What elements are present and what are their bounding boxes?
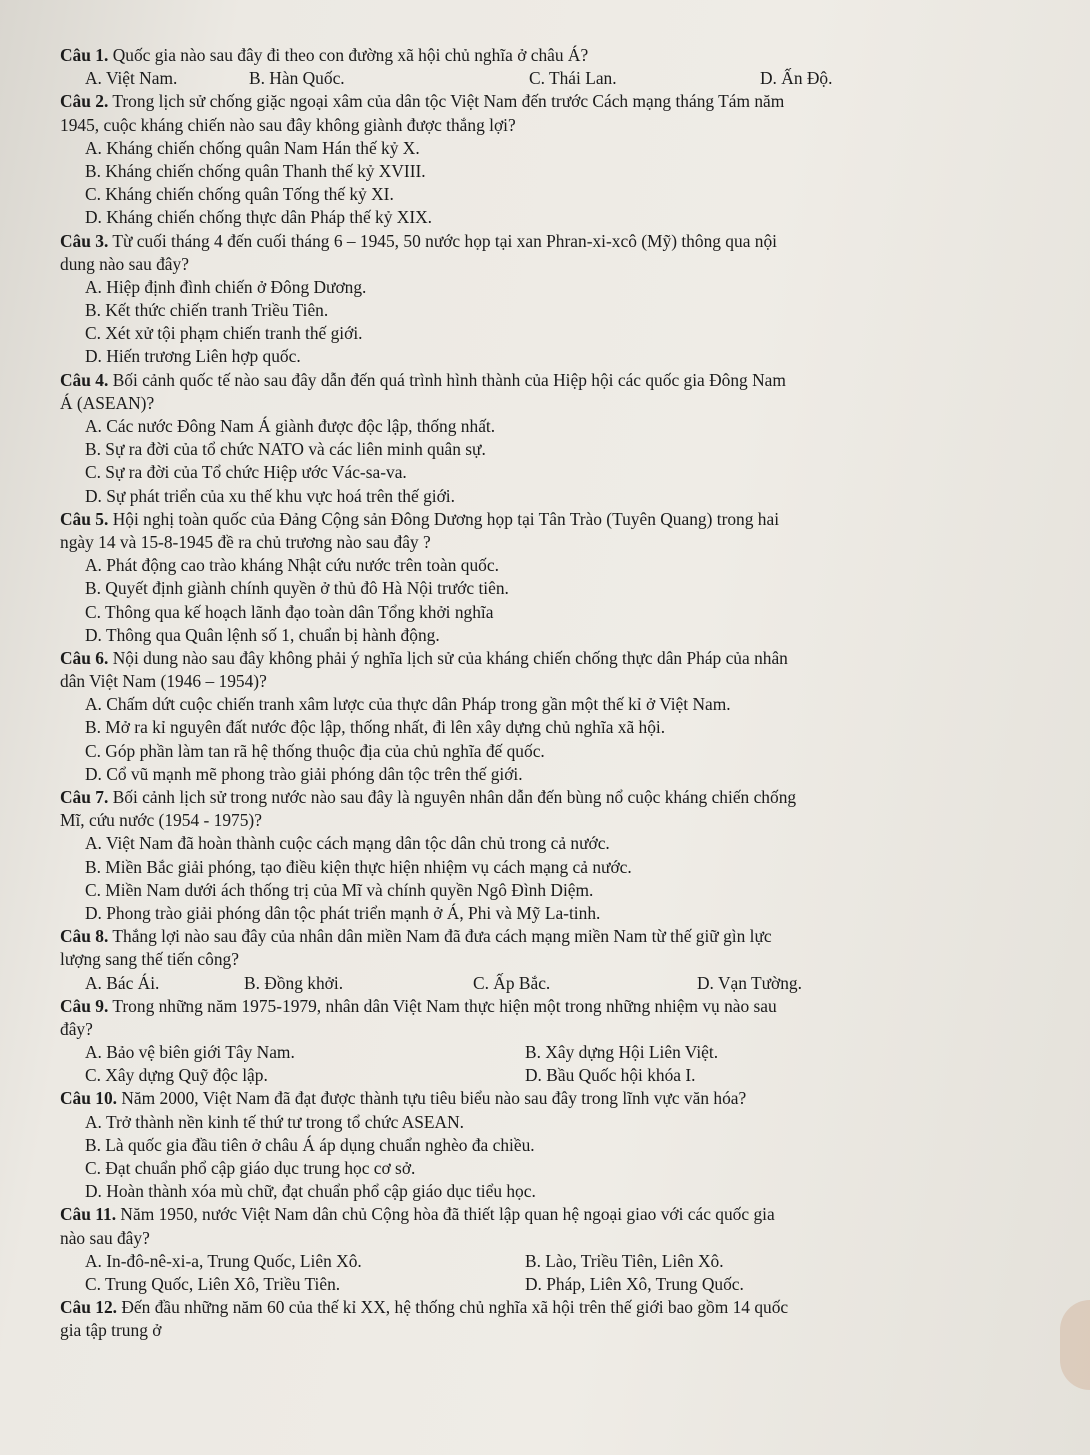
question-number: Câu 11.	[60, 1204, 117, 1225]
question-text: Bối cảnh lịch sử trong nước nào sau đây là nguyên nhân dẫn đến bùng nổ cuộc kháng chiến chống	[112, 787, 797, 807]
question-text-cont: đây?	[60, 1018, 93, 1039]
option-d: D. Bầu Quốc hội khóa I.	[525, 1065, 696, 1086]
question-number: Câu 5.	[60, 508, 109, 529]
question-5	[60, 508, 1060, 531]
option-d: D. Phong trào giải phóng dân tộc phát triển mạnh ở Á, Phi và Mỹ La-tinh.	[85, 902, 601, 923]
option-b: B. Quyết định giành chính quyền ở thủ đô Hà Nội trước tiên.	[85, 578, 509, 599]
question-number: Câu 8.	[60, 926, 109, 947]
option-a: A. Bảo vệ biên giới Tây Nam.	[85, 1042, 295, 1063]
question-text-cont: dung nào sau đây?	[60, 253, 189, 274]
option-d: D. Kháng chiến chống thực dân Pháp thế kỷ XIX.	[85, 207, 433, 228]
question-text-cont: Mĩ, cứu nước (1954 - 1975)?	[60, 810, 262, 831]
question-text: Trong lịch sử chống giặc ngoại xâm của dân tộc Việt Nam đến trước Cách mạng tháng Tám năm	[112, 91, 785, 112]
question-8-options	[60, 972, 1060, 995]
question-text: Đến đầu những năm 60 của thế kỉ XX, hệ thống chủ nghĩa xã hội trên thế giới bao gồm 14 quốc	[121, 1297, 789, 1318]
question-text-cont: dân Việt Nam (1946 – 1954)?	[60, 671, 267, 692]
question-text: Năm 1950, nước Việt Nam dân chủ Cộng hòa đã thiết lập quan hệ ngoại giao với các quốc gia	[120, 1204, 775, 1225]
question-11-options-cd	[60, 1273, 1060, 1296]
question-text-cont: nào sau đây?	[60, 1227, 150, 1248]
question-text: Hội nghị toàn quốc của Đảng Cộng sản Đông Dương họp tại Tân Trào (Tuyên Quang) trong hai	[112, 508, 780, 529]
question-2	[60, 90, 1060, 113]
question-number: Câu 10.	[60, 1088, 118, 1109]
question-text-cont: lượng sang thế tiến công?	[60, 949, 239, 970]
option-a: A. Trở thành nền kinh tế thứ tư trong tổ chức ASEAN.	[85, 1111, 464, 1132]
option-c: C. Xét xử tội phạm chiến tranh thế giới.	[85, 323, 363, 344]
option-c: C. Góp phần làm tan rã hệ thống thuộc địa của chủ nghĩa đế quốc.	[85, 740, 545, 761]
option-b: B. Lào, Triều Tiên, Liên Xô.	[525, 1250, 724, 1271]
question-text-cont: Á (ASEAN)?	[60, 392, 155, 413]
question-10	[60, 1087, 1060, 1110]
option-d: D. Thông qua Quân lệnh số 1, chuẩn bị hành động.	[85, 624, 440, 645]
option-a: A. In-đô-nê-xi-a, Trung Quốc, Liên Xô.	[85, 1250, 362, 1271]
option-b: B. Mở ra kỉ nguyên đất nước độc lập, thống nhất, đi lên xây dựng chủ nghĩa xã hội.	[85, 717, 666, 738]
question-text: Thắng lợi nào sau đây của nhân dân miền Nam đã đưa cách mạng miền Nam từ thế giữ gìn lực	[112, 926, 772, 947]
question-11-options-ab	[60, 1250, 1060, 1273]
question-number: Câu 1.	[60, 45, 109, 65]
question-9-options-ab	[60, 1041, 1060, 1064]
option-b: B. Là quốc gia đầu tiên ở châu Á áp dụng chuẩn nghèo đa chiều.	[85, 1134, 535, 1155]
option-d: D. Sự phát triển của xu thế khu vực hoá trên thế giới.	[85, 485, 455, 506]
question-number: Câu 4.	[60, 369, 109, 390]
question-text: Từ cuối tháng 4 đến cuối tháng 6 – 1945, 50 nước họp tại xan Phran-xi-xcô (Mỹ) thông qua nội	[112, 230, 777, 251]
option-c: C. Trung Quốc, Liên Xô, Triều Tiên.	[85, 1273, 341, 1294]
option-d: D. Vạn Tường.	[697, 972, 802, 993]
question-text: Quốc gia nào sau đây đi theo con đường xã hội chủ nghĩa ở châu Á?	[112, 45, 589, 65]
question-number: Câu 6.	[60, 647, 109, 668]
option-c: C. Đạt chuẩn phổ cập giáo dục trung học cơ sở.	[85, 1158, 416, 1178]
question-number: Câu 3.	[60, 230, 109, 251]
question-number: Câu 2.	[60, 91, 109, 112]
question-number: Câu 7.	[60, 787, 109, 807]
option-a: A. Kháng chiến chống quân Nam Hán thế kỷ X.	[85, 137, 420, 158]
option-c: C. Sự ra đời của Tổ chức Hiệp ước Vác-sa-va.	[85, 462, 407, 483]
option-a: A. Việt Nam.	[85, 68, 178, 89]
option-d: D. Pháp, Liên Xô, Trung Quốc.	[525, 1273, 744, 1294]
question-number: Câu 12.	[60, 1297, 118, 1318]
question-1	[60, 44, 1060, 67]
question-number: Câu 9.	[60, 995, 109, 1016]
question-9-options-cd	[60, 1064, 1060, 1087]
option-b: B. Đồng khởi.	[244, 972, 344, 993]
question-text: Năm 2000, Việt Nam đã đạt được thành tựu tiêu biểu nào sau đây trong lĩnh vực văn hóa?	[121, 1088, 747, 1109]
option-b: B. Kết thức chiến tranh Triều Tiên.	[85, 300, 329, 321]
option-a: A. Hiệp định đình chiến ở Đông Dương.	[85, 276, 367, 297]
question-11	[60, 1203, 1060, 1226]
exam-page	[60, 44, 1060, 1343]
question-3	[60, 230, 1060, 253]
option-b: B. Miền Bắc giải phóng, tạo điều kiện thực hiện nhiệm vụ cách mạng cả nước.	[85, 856, 632, 877]
option-b: B. Kháng chiến chống quân Thanh thế kỷ XVIII.	[85, 160, 426, 181]
option-c: C. Kháng chiến chống quân Tống thế kỷ XI.	[85, 184, 394, 205]
question-6	[60, 647, 1060, 670]
option-a: A. Việt Nam đã hoàn thành cuộc cách mạng dân tộc dân chủ trong cả nước.	[85, 833, 610, 854]
option-c: C. Xây dựng Quỹ độc lập.	[85, 1065, 268, 1086]
question-1-options	[60, 67, 1060, 90]
question-7	[60, 786, 1060, 809]
option-a: A. Bác Ái.	[85, 972, 160, 993]
option-a: A. Chấm dứt cuộc chiến tranh xâm lược của thực dân Pháp trong gần một thế kỉ ở Việt Nam.	[85, 694, 731, 715]
option-c: C. Miền Nam dưới ách thống trị của Mĩ và chính quyền Ngô Đình Diệm.	[85, 879, 594, 900]
finger-shadow	[1060, 1300, 1090, 1390]
question-4	[60, 369, 1060, 392]
option-b: B. Sự ra đời của tổ chức NATO và các liên minh quân sự.	[85, 439, 486, 460]
question-text-cont: 1945, cuộc kháng chiến nào sau đây không giành được thắng lợi?	[60, 114, 516, 135]
option-c: C. Ấp Bắc.	[473, 972, 551, 993]
option-d: D. Ấn Độ.	[760, 68, 833, 89]
question-text: Trong những năm 1975-1979, nhân dân Việt Nam thực hiện một trong những nhiệm vụ nào sau	[112, 995, 777, 1016]
question-text-cont: ngày 14 và 15-8-1945 đề ra chủ trương nào sau đây ?	[60, 531, 431, 552]
option-b: B. Xây dựng Hội Liên Việt.	[525, 1042, 719, 1063]
option-d: D. Cổ vũ mạnh mẽ phong trào giải phóng dân tộc trên thế giới.	[85, 763, 523, 784]
option-a: A. Phát động cao trào kháng Nhật cứu nước trên toàn quốc.	[85, 555, 499, 576]
option-d: D. Hoàn thành xóa mù chữ, đạt chuẩn phổ cập giáo dục tiểu học.	[85, 1181, 536, 1202]
question-9	[60, 995, 1060, 1018]
question-text-cont: gia tập trung ở	[60, 1320, 162, 1341]
question-text: Nội dung nào sau đây không phải ý nghĩa lịch sử của kháng chiến chống thực dân Pháp của nhân	[112, 647, 788, 668]
option-d: D. Hiến trương Liên hợp quốc.	[85, 346, 301, 367]
option-c: C. Thái Lan.	[529, 68, 617, 89]
question-text: Bối cảnh quốc tế nào sau đây dẫn đến quá trình hình thành của Hiệp hội các quốc gia Đông Nam	[112, 369, 786, 390]
question-8	[60, 925, 1060, 948]
option-a: A. Các nước Đông Nam Á giành được độc lập, thống nhất.	[85, 416, 496, 436]
question-12	[60, 1296, 1060, 1319]
option-c: C. Thông qua kế hoạch lãnh đạo toàn dân Tổng khởi nghĩa	[85, 601, 494, 622]
option-b: B. Hàn Quốc.	[249, 68, 345, 89]
